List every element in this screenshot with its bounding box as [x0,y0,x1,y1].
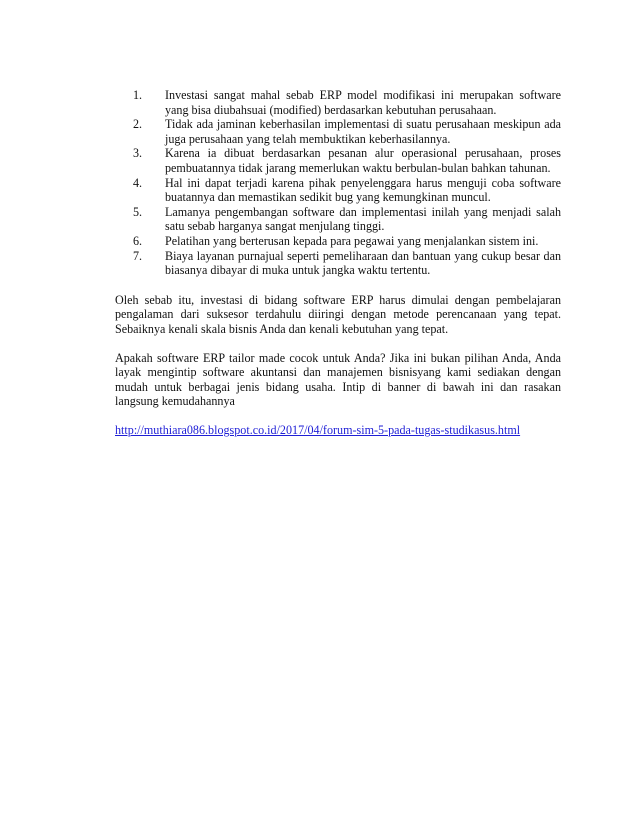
list-item-number: 6. [133,233,143,248]
list-item-number: 7. [133,248,143,263]
list-item-number: 4. [133,175,143,190]
list-item-text: Karena ia dibuat berdasarkan pesanan alur operasional perusahaan, proses pembuatannya tidak jarang memerlukan waktu berbulan-bulan bahkan tahunan. [165,146,561,175]
numbered-list [115,88,561,278]
list-item-text: Tidak ada jaminan keberhasilan implementasi di suatu perusahaan meskipun ada juga perusahaan yang telah membuktikan keberhasilannya. [165,117,561,146]
list-item [115,117,561,146]
paragraph-recommendation: Apakah software ERP tailor made cocok untuk Anda? Jika ini bukan pilihan Anda, Anda layak mengintip software akuntansi dan manajemen bisnisyang kami sediakan dengan mudah untuk berbagai jenis bidang usaha. Intip di banner di bawah ini dan rasakan langsung kemudahannya [115,350,561,409]
list-item-number: 1. [133,88,143,102]
list-item [115,176,561,205]
list-item-text: Investasi sangat mahal sebab ERP model modifikasi ini merupakan software yang bisa diubahsuai (modified) berdasarkan kebutuhan perusahaan. [165,88,561,117]
list-item-text: Lamanya pengembangan software dan implementasi inilah yang menjadi salah satu sebab harganya sangat menjulang tinggi. [165,204,561,234]
list-item-number: 5. [133,204,143,219]
list-item-text: Biaya layanan purnajual seperti pemeliharaan dan bantuan yang cukup besar dan biasanya dibayar di muka untuk jangka waktu tertentu. [165,248,561,278]
list-item [115,249,561,278]
document-body [115,88,561,437]
paragraph-conclusion: Oleh sebab itu, investasi di bidang software ERP harus dimulai dengan pembelajaran pengalaman dari suksesor terdahulu diiringi dengan metode perencanaan yang tepat. Sebaiknya kenali skala bisnis Anda dan kenali kebutuhan yang tepat. [115,292,561,336]
list-item [115,88,561,117]
list-item [115,205,561,234]
list-item [115,234,561,249]
source-link[interactable]: http://muthiara086.blogspot.co.id/2017/04/forum-sim-5-pada-tugas-studikasus.html [115,422,521,437]
list-item [115,146,561,175]
list-item-number: 2. [133,117,143,132]
list-item-text: Pelatihan yang berterusan kepada para pegawai yang menjalankan sistem ini. [165,233,539,248]
list-item-number: 3. [133,146,143,161]
list-item-text: Hal ini dapat terjadi karena pihak penyelenggara harus menguji coba software buatannya dan memastikan sedikit bug yang kemungkinan muncul. [165,175,561,205]
